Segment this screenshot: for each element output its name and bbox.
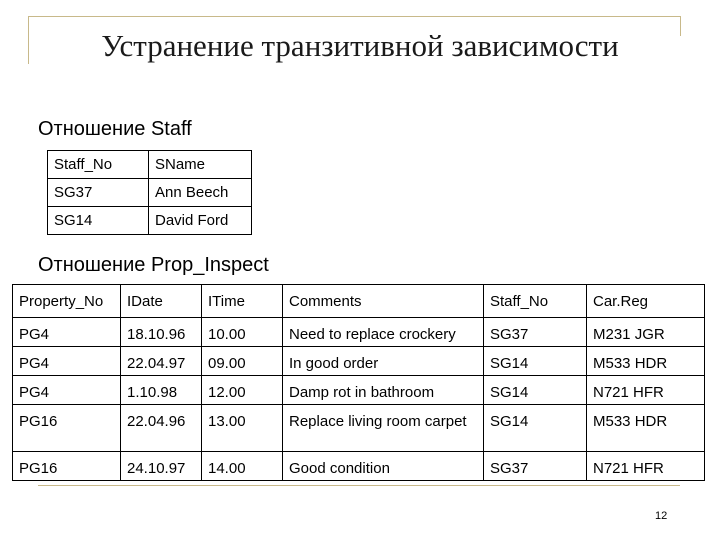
column-header-sname: SName (149, 151, 252, 179)
table-cell: 18.10.96 (121, 318, 202, 347)
table-cell: SG14 (484, 405, 587, 452)
table-row (13, 452, 705, 481)
prop-inspect-table (12, 284, 705, 481)
table-cell: M533 HDR (587, 347, 705, 376)
table-row (13, 318, 705, 347)
column-header-property-no: Property_No (13, 285, 121, 318)
table-cell: 10.00 (202, 318, 283, 347)
table-row (13, 347, 705, 376)
table-cell: SG14 (484, 376, 587, 405)
table-header-row (48, 151, 252, 179)
table-cell: PG16 (13, 405, 121, 452)
table-cell: SG37 (484, 318, 587, 347)
table-cell: SG37 (484, 452, 587, 481)
table-cell: Ann Beech (149, 179, 252, 207)
table-cell: 22.04.96 (121, 405, 202, 452)
table-cell: PG4 (13, 318, 121, 347)
staff-table (47, 150, 252, 235)
table-cell: 22.04.97 (121, 347, 202, 376)
table-header-row (13, 285, 705, 318)
slide-frame-left-line (28, 16, 29, 64)
slide-title: Устранение транзитивной зависимости (101, 28, 619, 63)
table-cell: Need to replace crockery (283, 318, 484, 347)
table-row (48, 179, 252, 207)
table-row (13, 376, 705, 405)
column-header-staff-no: Staff_No (48, 151, 149, 179)
column-header-idate: IDate (121, 285, 202, 318)
page-number: 12 (655, 510, 668, 522)
column-header-staff-no: Staff_No (484, 285, 587, 318)
table-cell: SG37 (48, 179, 149, 207)
table-cell: SG14 (48, 207, 149, 235)
table-cell: Good condition (283, 452, 484, 481)
staff-relation-heading: Отношение Staff (38, 118, 192, 140)
table-cell: 14.00 (202, 452, 283, 481)
table-cell: Replace living room carpet (283, 405, 484, 452)
table-cell: PG4 (13, 376, 121, 405)
table-cell: 1.10.98 (121, 376, 202, 405)
table-cell: 09.00 (202, 347, 283, 376)
column-header-car-reg: Car.Reg (587, 285, 705, 318)
table-cell: David Ford (149, 207, 252, 235)
table-cell: SG14 (484, 347, 587, 376)
table-cell: M533 HDR (587, 405, 705, 452)
table-cell: M231 JGR (587, 318, 705, 347)
table-cell: 12.00 (202, 376, 283, 405)
table-cell: PG4 (13, 347, 121, 376)
table-cell: 24.10.97 (121, 452, 202, 481)
prop-inspect-relation-heading: Отношение Prop_Inspect (38, 254, 269, 276)
table-cell: N721 HFR (587, 452, 705, 481)
table-cell: 13.00 (202, 405, 283, 452)
footer-divider (38, 485, 680, 486)
table-row (13, 405, 705, 452)
slide-frame-top-line (28, 16, 680, 17)
table-row (48, 207, 252, 235)
column-header-itime: ITime (202, 285, 283, 318)
table-cell: PG16 (13, 452, 121, 481)
table-cell: Damp rot in bathroom (283, 376, 484, 405)
table-cell: In good order (283, 347, 484, 376)
table-cell: N721 HFR (587, 376, 705, 405)
column-header-comments: Comments (283, 285, 484, 318)
